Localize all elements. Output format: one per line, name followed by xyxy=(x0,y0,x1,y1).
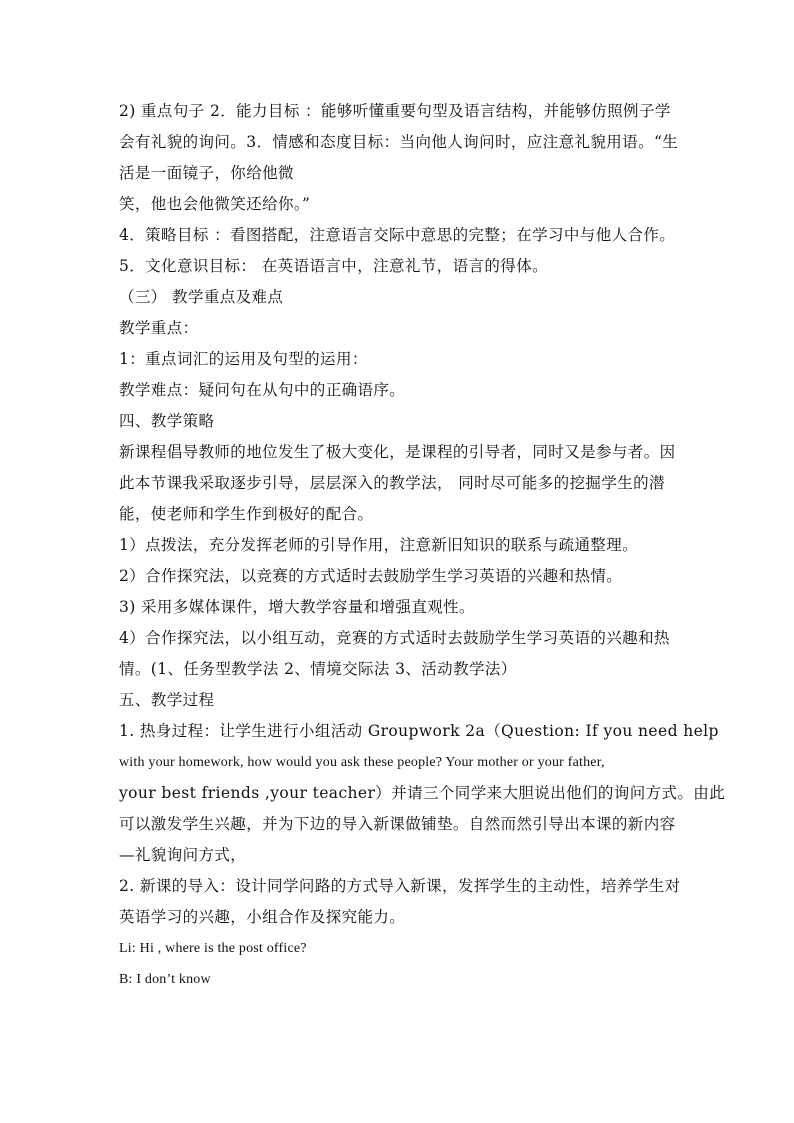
text-line: 笑，他也会他微笑还给你。” xyxy=(119,195,311,213)
section-heading: 四、教学策略 xyxy=(119,412,215,430)
text-line: 3) 采用多媒体课件，增大教学容量和增强直观性。 xyxy=(119,598,475,616)
dialogue-line: Li: Hi , where is the post office? xyxy=(119,941,307,956)
text-line: with your homework, how would you ask these people? Your mother or your father, xyxy=(119,755,605,770)
text-line: 2）合作探究法，以竞赛的方式适时去鼓励学生学习英语的兴趣和热情。 xyxy=(119,567,623,585)
text-line: 5．文化意识目标： 在英语语言中，注意礼节，语言的得体。 xyxy=(119,257,548,275)
text-line: 此本节课我采取逐步引导，层层深入的教学法， 同时尽可能多的挖掘学生的潜 xyxy=(119,474,665,492)
section-heading: （三） 教学重点及难点 xyxy=(119,288,284,306)
text-line: 1）点拨法，充分发挥老师的引导作用，注意新旧知识的联系与疏通整理。 xyxy=(119,536,639,554)
text-line: 英语学习的兴趣，小组合作及探究能力。 xyxy=(119,908,406,926)
text-line: 情。(1、任务型教学法 2、情境交际法 3、活动教学法） xyxy=(119,660,517,678)
text-line: 教学难点：疑问句在从句中的正确语序。 xyxy=(119,381,406,399)
text-line: 可以激发学生兴趣，并为下边的导入新课做铺垫。自然而然引导出本课的新内容 xyxy=(119,815,676,833)
text-line: 4）合作探究法，以小组互动，竞赛的方式适时去鼓励学生学习英语的兴趣和热 xyxy=(119,629,670,647)
text-line: —礼貌询问方式， xyxy=(119,846,247,864)
text-line: 2) 重点句子 2．能力目标 ：能够听懂重要句型及语言结构，并能够仿照例子学 xyxy=(119,102,671,120)
text-line: 会有礼貌的询问。3．情感和态度目标：当向他人询问时，应注意礼貌用语。“生 xyxy=(119,133,679,151)
text-line: 活是一面镜子，你给他微 xyxy=(119,164,294,182)
text-line: 2. 新课的导入：设计同学问路的方式导入新课，发挥学生的主动性，培养学生对 xyxy=(119,877,681,895)
text-line: 4．策略目标 ：看图搭配，注意语言交际中意思的完整；在学习中与他人合作。 xyxy=(119,226,676,244)
text-line: 新课程倡导教师的地位发生了极大变化，是课程的引导者，同时又是参与者。因 xyxy=(119,443,676,461)
text-line: 1：重点词汇的运用及句型的运用： xyxy=(119,350,368,368)
text-line: 能，使老师和学生作到极好的配合。 xyxy=(119,505,374,523)
dialogue-line: B: I don’t know xyxy=(119,972,211,987)
text-line: 1. 热身过程：让学生进行小组活动 Groupwork 2a（Question: If you need help xyxy=(119,722,719,740)
document-body xyxy=(119,96,726,995)
section-heading: 五、教学过程 xyxy=(119,691,215,709)
text-line: your best friends ,your teacher）并请三个同学来大胆说出他们的询问方式。由此 xyxy=(119,784,726,802)
text-line: 教学重点： xyxy=(119,319,199,337)
